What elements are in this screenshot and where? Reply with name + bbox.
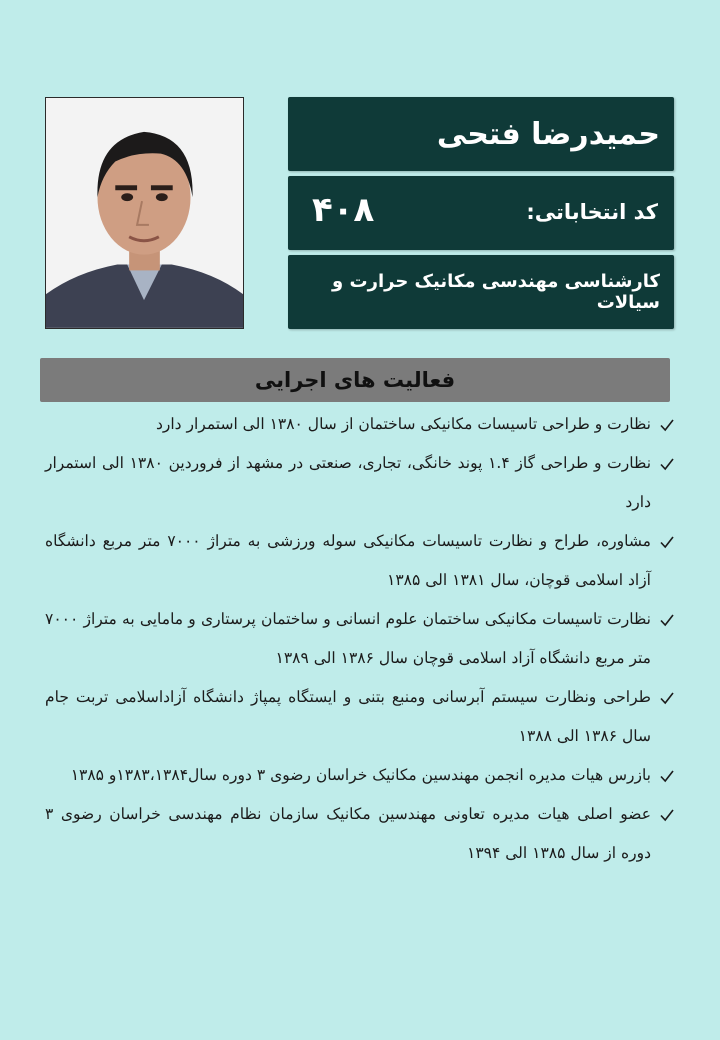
checkmark-icon (659, 534, 675, 550)
activity-text: نظارت و طراحی گاز ۱.۴ پوند خانگی، تجاری، صنعتی در مشهد از فروردین ۱۳۸۰ الی استمرار دارد (45, 454, 652, 511)
checkmark-icon (659, 456, 675, 472)
activity-text: نظارت تاسیسات مکانیکی ساختمان علوم انسانی و ساختمان پرستاری و مامایی به متراژ ۷۰۰۰ متر مربع دانشگاه آزاد اسلامی قوچان سال ۱۳۸۶ الی ۱۳۸۹ (45, 610, 651, 667)
degree-box (288, 255, 674, 329)
checkmark-icon (659, 768, 675, 784)
activity-item (45, 795, 675, 873)
checkmark-icon (659, 612, 675, 628)
activities-heading-text: فعالیت های اجرایی (254, 368, 456, 392)
checkmark-icon (659, 690, 675, 706)
activity-item (45, 522, 675, 600)
candidate-photo (45, 97, 244, 329)
election-code-label: کد انتخاباتی: (526, 200, 658, 224)
activity-item (45, 405, 675, 444)
activity-text: بازرس هیات مدیره انجمن مهندسین مکانیک خراسان رضوی ۳ دوره سال۱۳۸۳،۱۳۸۴و ۱۳۸۵ (70, 766, 651, 784)
degree-text: کارشناسی مهندسی مکانیک حرارت و سیالات (332, 271, 660, 313)
activity-item (45, 678, 675, 756)
candidate-name: حمیدرضا فتحی (436, 116, 660, 152)
activity-text: نظارت و طراحی تاسیسات مکانیکی ساختمان از سال ۱۳۸۰ الی استمرار دارد (155, 415, 651, 433)
activities-list (45, 405, 675, 873)
activities-heading (40, 358, 670, 402)
activity-text: مشاوره، طراح و نظارت تاسیسات مکانیکی سوله ورزشی به متراژ ۷۰۰۰ متر مربع دانشگاه آزاد اسلامی قوچان، سال ۱۳۸۱ الی ۱۳۸۵ (45, 532, 651, 589)
candidate-name-box (288, 97, 674, 171)
activity-item (45, 756, 675, 795)
activity-item (45, 444, 675, 522)
activity-item (45, 600, 675, 678)
activity-text: عضو اصلی هیات مدیره تعاونی مهندسین مکانیک سازمان نظام مهندسی خراسان رضوی ۳ دوره از سال ۱۳۸۵ الی ۱۳۹۴ (45, 805, 651, 862)
checkmark-icon (659, 417, 675, 433)
checkmark-icon (659, 807, 675, 823)
election-code-box (288, 176, 674, 250)
election-code-value: ۴۰۸ (312, 190, 375, 230)
activity-text: طراحی ونظارت سیستم آبرسانی ومنبع بتنی و ایستگاه پمپاژ دانشگاه آزاداسلامی تربت جام سال ۱۳۸۶ الی ۱۳۸۸ (45, 688, 651, 745)
